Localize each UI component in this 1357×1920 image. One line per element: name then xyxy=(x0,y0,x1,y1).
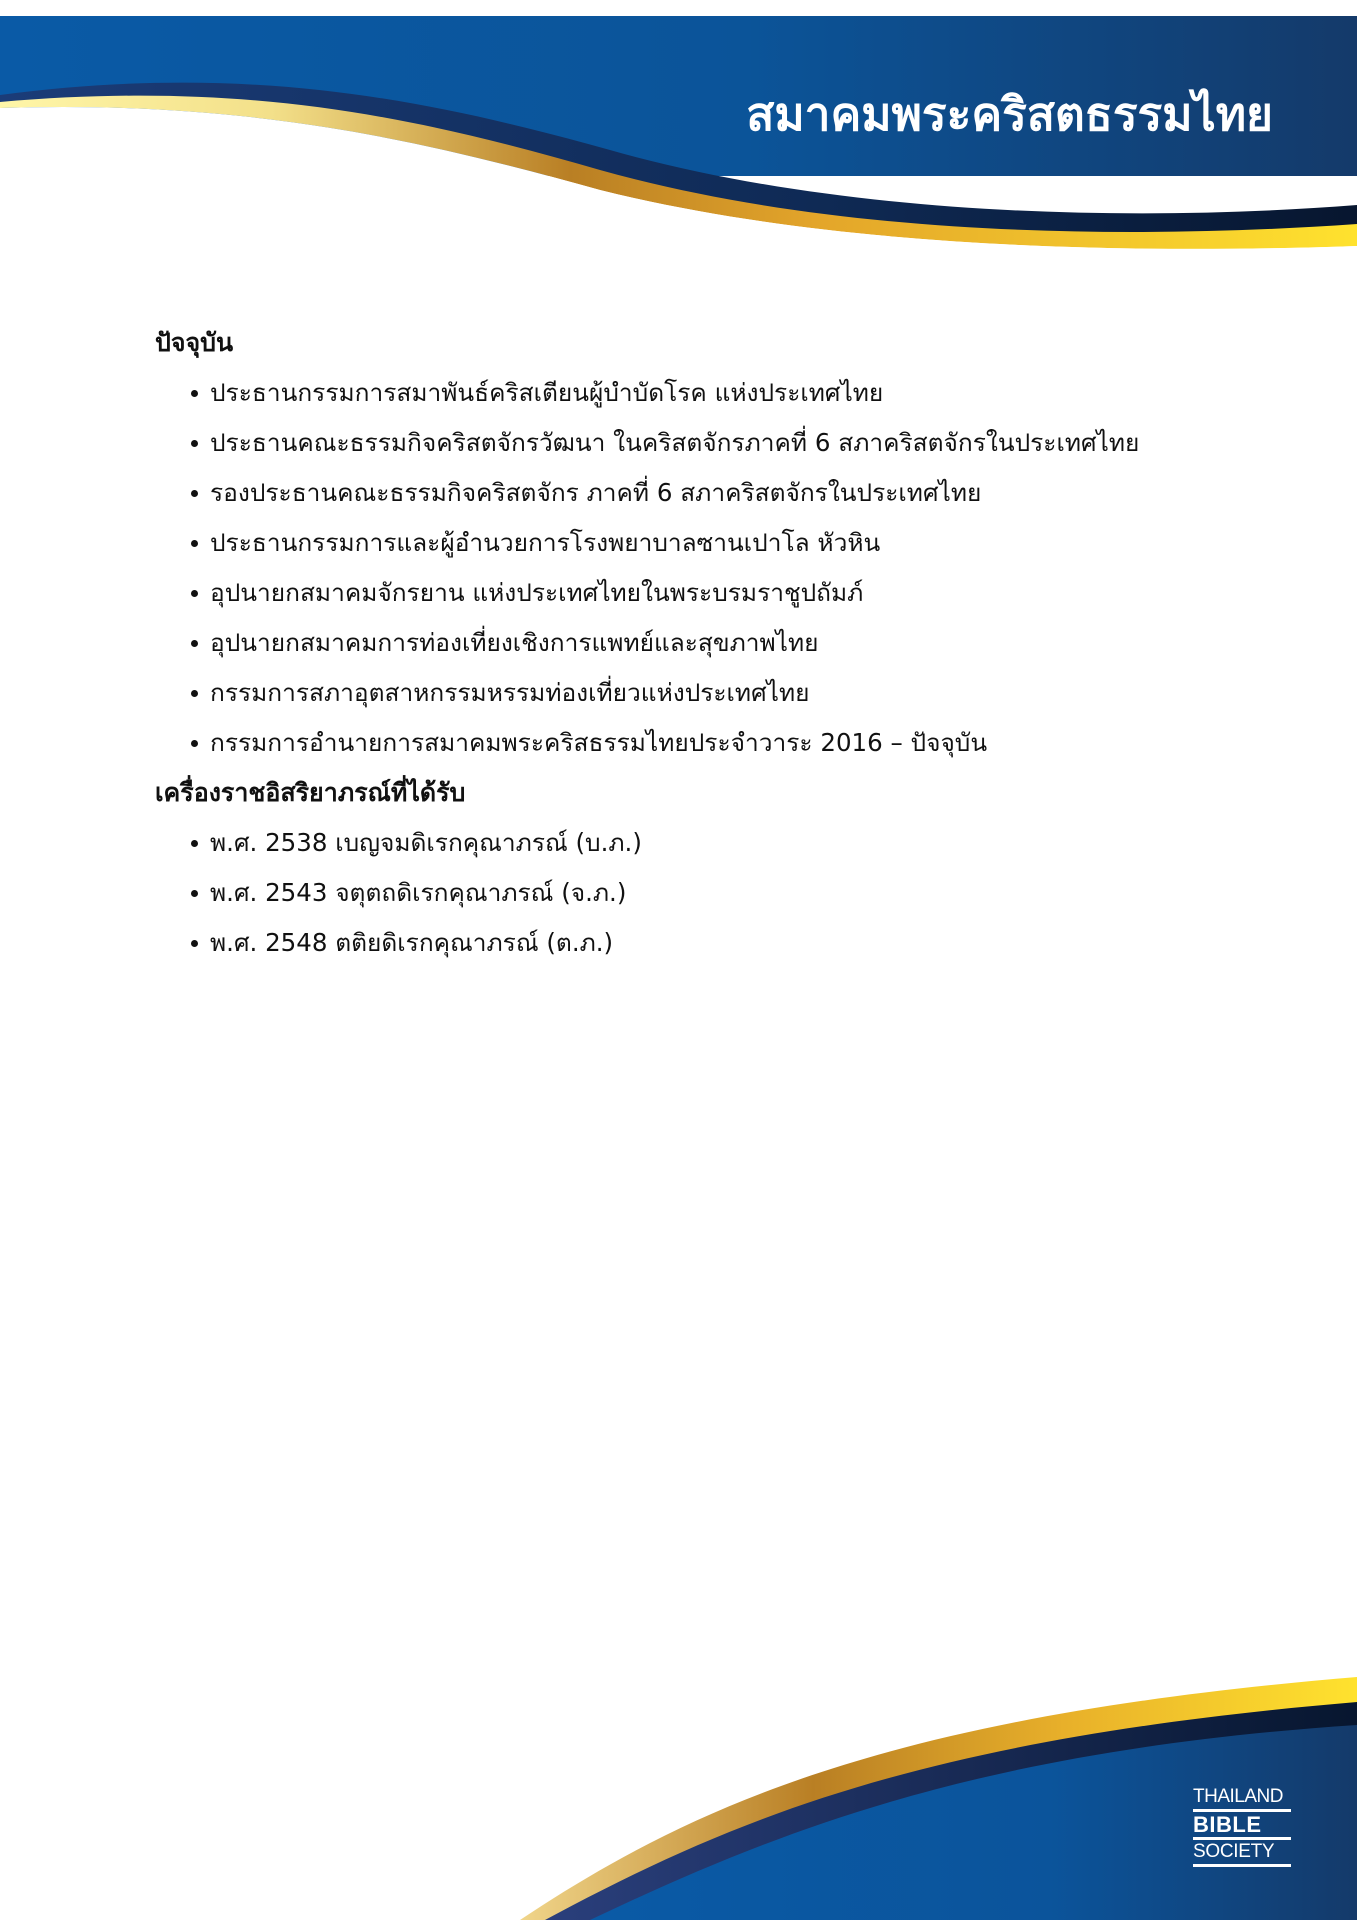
thailand-bible-society-logo xyxy=(1193,1787,1293,1869)
list-item: กรรมการอำนายการสมาคมพระคริสธรรมไทยประจำวาระ 2016 – ปัจจุบัน xyxy=(155,718,1235,768)
list-item: พ.ศ. 2543 จตุตถดิเรกคุณาภรณ์ (จ.ภ.) xyxy=(155,868,1235,918)
list-item: พ.ศ. 2548 ตติยดิเรกคุณาภรณ์ (ต.ภ.) xyxy=(155,918,1235,968)
organization-name: สมาคมพระคริสตธรรมไทย xyxy=(746,87,1273,141)
list-item: ประธานกรรมการสมาพันธ์คริสเตียนผู้บำบัดโรค แห่งประเทศไทย xyxy=(155,368,1235,418)
list-item: พ.ศ. 2538 เบญจมดิเรกคุณาภรณ์ (บ.ภ.) xyxy=(155,818,1235,868)
logo-rule xyxy=(1193,1864,1291,1867)
list-item: ประธานคณะธรรมกิจคริสตจักรวัฒนา ในคริสตจักรภาคที่ 6 สภาคริสตจักรในประเทศไทย xyxy=(155,418,1235,468)
logo-rule xyxy=(1193,1837,1291,1840)
list-item: รองประธานคณะธรรมกิจคริสตจักร ภาคที่ 6 สภาคริสตจักรในประเทศไทย xyxy=(155,468,1235,518)
section-heading: เครื่องราชอิสริยาภรณ์ที่ได้รับ xyxy=(155,778,466,807)
logo-line-1: THAILAND xyxy=(1193,1786,1283,1807)
logo-line-2: BIBLE xyxy=(1193,1812,1262,1837)
list-item: อุปนายกสมาคมจักรยาน แห่งประเทศไทยในพระบรมราชูปถัมภ์ xyxy=(155,568,1235,618)
list-item: ประธานกรรมการและผู้อำนวยการโรงพยาบาลซานเปาโล หัวหิน xyxy=(155,518,1235,568)
logo-line-3: SOCIETY xyxy=(1193,1841,1275,1862)
list-item: อุปนายกสมาคมการท่องเที่ยงเชิงการแพทย์และสุขภาพไทย xyxy=(155,618,1235,668)
section-heading: ปัจจุบัน xyxy=(155,328,234,357)
list-item: กรรมการสภาอุตสาหกรรมหรรมท่องเที่ยวแห่งประเทศไทย xyxy=(155,668,1235,718)
